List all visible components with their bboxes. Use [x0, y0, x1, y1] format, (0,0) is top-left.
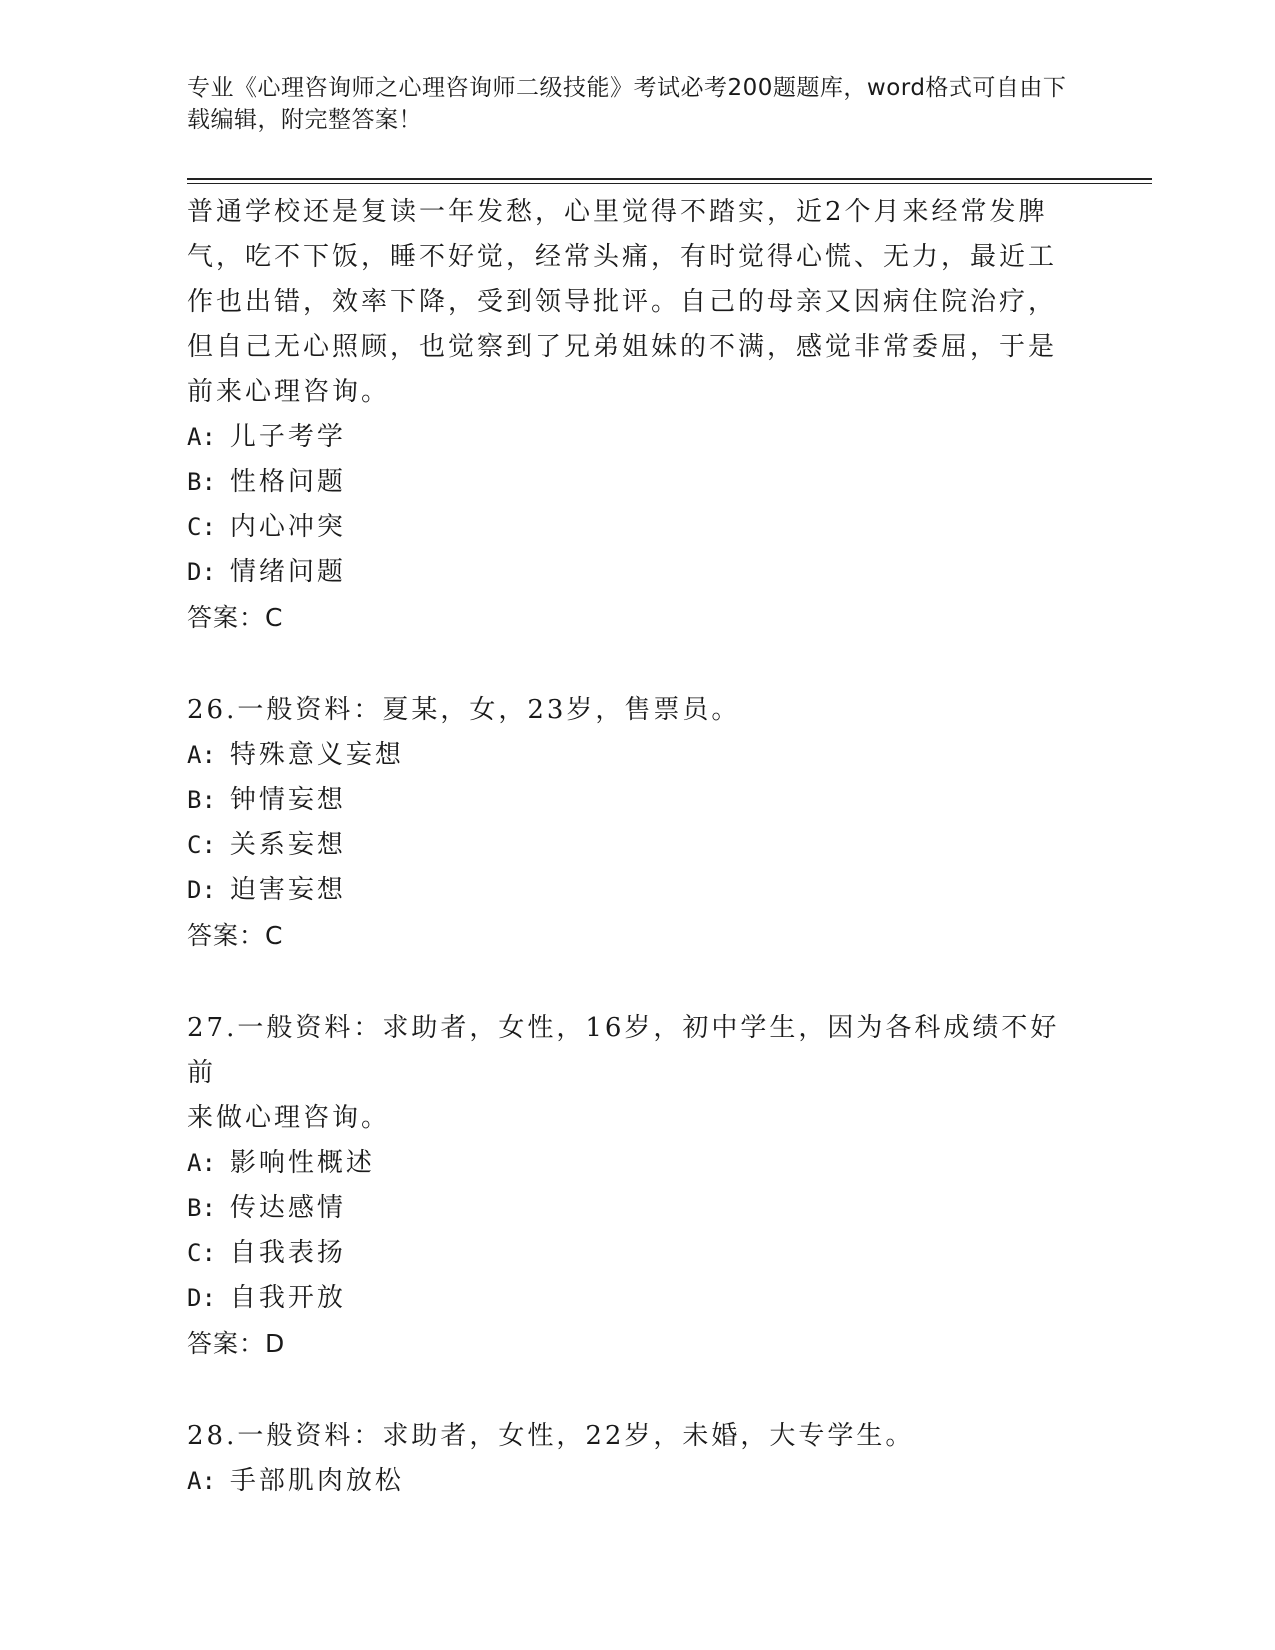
option-a [187, 415, 1087, 460]
option-c [187, 1231, 1087, 1276]
option-d [187, 550, 1087, 595]
option-letter: C: [187, 513, 216, 541]
option-b [187, 1186, 1087, 1231]
spacer [187, 958, 1087, 1006]
option-letter: C: [187, 1239, 216, 1267]
option-a [187, 1141, 1087, 1186]
option-d [187, 868, 1087, 913]
document-header: 专业《心理咨询师之心理咨询师二级技能》考试必考200题题库，word格式可自由下载编辑，附完整答案！ [187, 75, 1067, 133]
option-text: 性格问题 [229, 467, 346, 497]
question-text-line: 前来心理咨询。 [187, 377, 391, 407]
option-letter: B: [187, 786, 216, 814]
option-a [187, 1459, 1087, 1504]
option-text: 情绪问题 [229, 557, 346, 587]
question-block-28 [187, 1414, 1087, 1504]
option-b [187, 778, 1087, 823]
option-a [187, 733, 1087, 778]
question-block-27 [187, 1006, 1087, 1366]
document-body [187, 190, 1087, 1504]
option-text: 自我表扬 [229, 1238, 346, 1268]
question-block-continued [187, 190, 1087, 640]
option-c [187, 823, 1087, 868]
option-text: 自我开放 [229, 1283, 346, 1313]
question-text-line: 28.一般资料：求助者，女性，22岁，未婚，大专学生。 [187, 1421, 915, 1451]
option-letter: D: [187, 558, 216, 586]
option-b [187, 460, 1087, 505]
option-letter: B: [187, 468, 216, 496]
option-letter: A: [187, 423, 216, 451]
option-text: 钟情妄想 [229, 785, 346, 815]
header-divider-thick [187, 178, 1152, 180]
answer-line: 答案：C [187, 921, 284, 950]
option-text: 内心冲突 [229, 512, 346, 542]
header-divider-thin [187, 183, 1152, 184]
question-text-line: 27.一般资料：求助者，女性，16岁，初中学生，因为各科成绩不好前 [187, 1013, 1060, 1088]
question-text-line: 气，吃不下饭，睡不好觉，经常头痛，有时觉得心慌、无力，最近工 [187, 242, 1058, 272]
option-text: 迫害妄想 [229, 875, 346, 905]
question-text-line: 普通学校还是复读一年发愁，心里觉得不踏实，近2个月来经常发脾 [187, 197, 1048, 227]
option-letter: D: [187, 876, 216, 904]
question-text-line: 来做心理咨询。 [187, 1103, 391, 1133]
option-letter: A: [187, 741, 216, 769]
option-text: 儿子考学 [229, 422, 346, 452]
option-letter: B: [187, 1194, 216, 1222]
option-letter: C: [187, 831, 216, 859]
question-text-line: 作也出错，效率下降，受到领导批评。自己的母亲又因病住院治疗， [187, 287, 1058, 317]
question-text-line: 但自己无心照顾，也觉察到了兄弟姐妹的不满，感觉非常委屈，于是 [187, 332, 1058, 362]
question-text-line: 26.一般资料：夏某，女，23岁，售票员。 [187, 695, 741, 725]
option-text: 特殊意义妄想 [229, 740, 404, 770]
option-letter: A: [187, 1149, 216, 1177]
answer-line: 答案：D [187, 1329, 286, 1358]
spacer [187, 640, 1087, 688]
option-text: 关系妄想 [229, 830, 346, 860]
question-block-26 [187, 688, 1087, 958]
option-text: 传达感情 [229, 1193, 346, 1223]
option-letter: D: [187, 1284, 216, 1312]
option-text: 手部肌肉放松 [229, 1466, 404, 1496]
spacer [187, 1366, 1087, 1414]
option-d [187, 1276, 1087, 1321]
option-c [187, 505, 1087, 550]
option-text: 影响性概述 [229, 1148, 375, 1178]
answer-line: 答案：C [187, 603, 284, 632]
option-letter: A: [187, 1467, 216, 1495]
